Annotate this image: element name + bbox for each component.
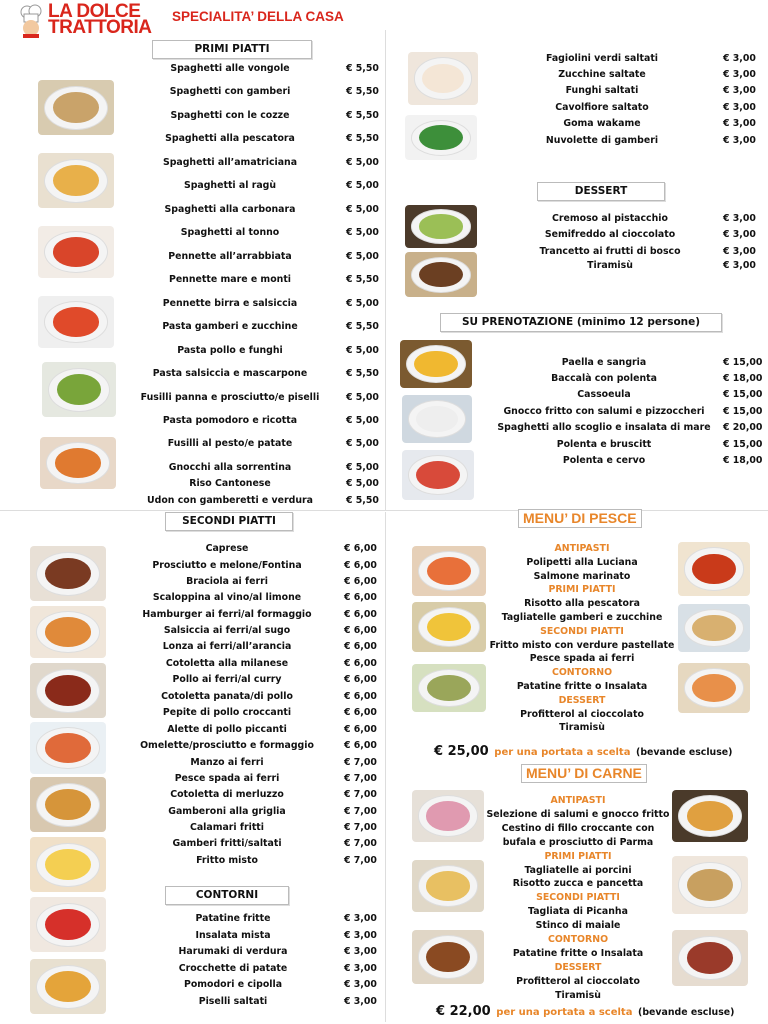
menu-item-price: € 6,00 [344, 609, 377, 620]
menu-item-name: Spaghetti con gamberi [169, 86, 291, 97]
menu-item-name: Lonza ai ferri/all’arancia [162, 641, 292, 652]
menu-item-price: € 3,00 [723, 53, 756, 64]
menu-item-name: Pasta pomodoro e ricotta [162, 415, 298, 426]
menu-course-heading: DESSERT [558, 694, 606, 706]
menu-item-name: Pasta gamberi e zucchine [162, 321, 298, 332]
menu-course-dish: Tagliatelle ai porcini [524, 864, 632, 876]
food-photo [412, 546, 486, 596]
menu-item-name: Pepite di pollo croccanti [162, 707, 292, 718]
menu-item-price: € 3,00 [723, 135, 756, 146]
menu-item-name: Pasta salsiccia e mascarpone [152, 368, 308, 379]
menu-item-name: Spaghetti al ragù [183, 180, 277, 191]
food-shape [427, 613, 471, 641]
food-photo [412, 860, 484, 912]
menu-course-dish: Tiramisù [555, 989, 601, 1001]
menu-course-dish: Selezione di salumi e gnocco fritto [486, 808, 670, 820]
menu-item-price: € 7,00 [344, 855, 377, 866]
food-shape [45, 617, 91, 646]
menu-item-name: Calamari fritti [189, 822, 265, 833]
menu-item-name: Piselli saltati [198, 996, 268, 1007]
menu-item-name: Pasta pollo e funghi [177, 345, 283, 356]
menu-item-name: Manzo ai ferri [190, 757, 264, 768]
menu-pesce-price-line [434, 740, 732, 759]
menu-item-name: Spaghetti alla pescatora [165, 133, 295, 144]
food-photo [402, 450, 474, 500]
section-dessert: DESSERT [537, 182, 665, 201]
menu-item-price: € 15,00 [723, 439, 763, 450]
menu-item-price: € 5,50 [346, 86, 379, 97]
menu-course-heading: SECONDI PIATTI [536, 892, 620, 904]
menu-course-dish: bufala e prosciutto di Parma [502, 836, 654, 848]
column-divider [385, 30, 386, 510]
menu-item-name: Cotoletta panata/di pollo [161, 691, 293, 702]
trattoria-logo [18, 2, 168, 42]
menu-item-name: Spaghetti allo scoglio e insalata di mare [497, 422, 711, 433]
food-photo [30, 722, 106, 774]
menu-item-name: Polenta e bruscitt [556, 439, 652, 450]
food-photo [412, 664, 486, 712]
menu-item-price: € 6,00 [344, 576, 377, 587]
section-secondi-piatti: SECONDI PIATTI [165, 512, 293, 531]
menu-course-dish: Cestino di fillo croccante con [501, 822, 655, 834]
menu-course-dish: Pesce spada ai ferri [529, 653, 635, 665]
menu-course-heading: DESSERT [554, 961, 602, 973]
menu-item-price: € 15,00 [723, 406, 763, 417]
menu-course-dish: Patatine fritte o Insalata [512, 947, 644, 959]
menu-course-heading: SECONDI PIATTI [540, 625, 624, 637]
food-shape [53, 237, 99, 266]
menu-item-price: € 3,00 [723, 246, 756, 257]
food-photo [405, 205, 477, 248]
menu-item-price: € 5,00 [346, 438, 379, 449]
food-shape [419, 125, 462, 150]
menu-item-name: Gamberoni alla griglia [168, 806, 286, 817]
menu-item-name: Gamberi fritti/saltati [172, 838, 282, 849]
menu-item-name: Paella e sangria [561, 357, 647, 368]
menu-item-price: € 5,00 [346, 298, 379, 309]
menu-item-price: € 5,00 [346, 227, 379, 238]
food-photo [412, 790, 484, 842]
menu-item-name: Cotoletta di merluzzo [170, 789, 284, 800]
column-divider-lower [385, 512, 386, 1022]
menu-item-name: Pesce spada ai ferri [174, 773, 280, 784]
menu-item-name: Fusilli panna e prosciutto/e piselli [140, 392, 320, 403]
menu-item-name: Gnocchi alla sorrentina [168, 462, 292, 473]
menu-item-price: € 6,00 [344, 691, 377, 702]
menu-item-name: Pollo ai ferri/al curry [172, 674, 282, 685]
menu-item-price: € 5,00 [346, 157, 379, 168]
menu-course-dish: Polipetti alla Luciana [526, 556, 638, 568]
menu-item-price: € 3,00 [344, 979, 377, 990]
menu-item-price: € 7,00 [344, 838, 377, 849]
section-primi-piatti: PRIMI PIATTI [152, 40, 312, 59]
menu-course-heading: PRIMI PIATTI [544, 850, 612, 862]
menu-item-name: Fagiolini verdi saltati [545, 53, 659, 64]
menu-item-price: € 5,50 [346, 368, 379, 379]
food-photo [42, 362, 116, 417]
food-shape [416, 461, 459, 489]
menu-item-price: € 5,50 [346, 110, 379, 121]
food-shape [53, 307, 99, 336]
menu-item-price: € 6,00 [344, 674, 377, 685]
menu-item-price: € 15,00 [723, 389, 763, 400]
food-photo [30, 546, 106, 601]
menu-course-dish: Salmone marinato [533, 570, 631, 582]
menu-item-price: € 3,00 [344, 913, 377, 924]
food-shape [692, 615, 735, 642]
food-shape [53, 165, 99, 196]
menu-item-price: € 7,00 [344, 757, 377, 768]
food-shape [45, 675, 91, 706]
menu-item-name: Spaghetti con le cozze [170, 110, 290, 121]
food-shape [427, 557, 471, 585]
menu-item-name: Zucchine saltate [558, 69, 646, 80]
food-photo [400, 340, 472, 388]
menu-carne-price: € 22,00 [436, 1004, 491, 1019]
menu-item-price: € 18,00 [723, 455, 763, 466]
food-photo [30, 897, 106, 952]
menu-item-price: € 3,00 [723, 85, 756, 96]
page-title: SPECIALITA’ DELLA CASA [172, 9, 344, 24]
food-shape [45, 909, 91, 940]
horizontal-divider [0, 510, 768, 511]
menu-item-name: Hamburger ai ferri/al formaggio [142, 609, 312, 620]
menu-course-dish: Tiramisù [559, 722, 605, 734]
menu-item-price: € 6,00 [344, 543, 377, 554]
menu-course-dish: Profitterol al cioccolato [520, 708, 644, 720]
food-photo [412, 930, 484, 984]
food-shape [426, 871, 469, 900]
menu-pesce-title: MENU’ DI PESCE [518, 509, 642, 528]
menu-course-dish: Risotto zucca e pancetta [512, 878, 644, 890]
menu-carne-price-line [436, 1000, 734, 1019]
food-shape [45, 789, 91, 820]
menu-item-name: Cremoso al pistacchio [552, 213, 668, 224]
menu-item-price: € 7,00 [344, 806, 377, 817]
menu-item-name: Polenta e cervo [562, 455, 646, 466]
menu-item-name: Baccalà con polenta [551, 373, 657, 384]
food-photo [38, 153, 114, 208]
menu-item-price: € 5,00 [346, 345, 379, 356]
food-photo [40, 437, 116, 489]
menu-item-name: Spaghetti alla carbonara [164, 204, 296, 215]
menu-item-price: € 3,00 [344, 930, 377, 941]
menu-item-price: € 5,00 [346, 478, 379, 489]
food-shape [416, 406, 458, 433]
food-shape [57, 374, 101, 405]
menu-item-price: € 6,00 [344, 740, 377, 751]
food-photo [412, 602, 486, 652]
food-shape [45, 733, 91, 762]
menu-item-price: € 3,00 [723, 69, 756, 80]
food-photo [405, 252, 477, 297]
food-photo [38, 226, 114, 278]
food-shape [692, 554, 735, 584]
menu-item-price: € 3,00 [723, 260, 756, 271]
food-shape [422, 64, 464, 94]
menu-item-price: € 6,00 [344, 658, 377, 669]
food-shape [692, 674, 735, 702]
chef-hat-icon [20, 4, 42, 38]
menu-item-price: € 6,00 [344, 592, 377, 603]
food-photo [678, 663, 750, 713]
food-shape [55, 448, 101, 477]
food-photo [678, 604, 750, 652]
menu-item-name: Pennette birra e salsiccia [162, 298, 298, 309]
food-shape [426, 942, 469, 972]
menu-item-name: Spaghetti al tonno [180, 227, 280, 238]
menu-item-price: € 15,00 [723, 357, 763, 368]
menu-item-name: Pennette mare e monti [168, 274, 292, 285]
menu-course-heading: ANTIPASTI [554, 543, 610, 554]
food-shape [687, 942, 733, 973]
logo-line-1: LA DOLCE [48, 1, 141, 22]
menu-pesce-offer: per una portata a scelta [494, 747, 631, 758]
menu-item-name: Gnocco fritto con salumi e pizzoccheri [503, 406, 705, 417]
menu-item-price: € 6,00 [344, 724, 377, 735]
menu-item-price: € 5,50 [346, 63, 379, 74]
menu-item-name: Nuvolette di gamberi [545, 135, 659, 146]
food-photo [672, 856, 748, 914]
food-photo [30, 959, 106, 1014]
food-photo [672, 790, 748, 842]
menu-item-price: € 5,00 [346, 462, 379, 473]
menu-item-price: € 6,00 [344, 625, 377, 636]
menu-pesce-price: € 25,00 [434, 744, 489, 759]
menu-item-name: Udon con gamberetti e verdura [147, 495, 313, 506]
menu-item-price: € 20,00 [723, 422, 763, 433]
food-shape [687, 869, 733, 901]
food-shape [426, 801, 469, 830]
menu-item-name: Crocchette di patate [178, 963, 288, 974]
food-shape [45, 971, 91, 1002]
menu-item-name: Alette di pollo piccanti [167, 724, 287, 735]
food-photo [30, 837, 106, 892]
menu-item-price: € 5,50 [346, 133, 379, 144]
food-photo [38, 80, 114, 135]
menu-course-dish: Risotto alla pescatora [524, 598, 640, 610]
menu-carne-title: MENU’ DI CARNE [521, 764, 647, 783]
food-photo [402, 395, 472, 443]
food-photo [405, 115, 477, 160]
menu-item-price: € 3,00 [723, 229, 756, 240]
menu-item-price: € 5,50 [346, 321, 379, 332]
menu-item-price: € 7,00 [344, 773, 377, 784]
menu-item-price: € 3,00 [723, 102, 756, 113]
menu-item-name: Scaloppina al vino/al limone [152, 592, 302, 603]
menu-item-name: Fritto misto [196, 855, 258, 866]
menu-item-price: € 6,00 [344, 707, 377, 718]
food-shape [45, 849, 91, 880]
menu-item-name: Harumaki di verdura [178, 946, 288, 957]
menu-item-name: Cotoletta alla milanese [165, 658, 289, 669]
logo-wordmark [48, 1, 152, 38]
menu-item-name: Tiramisù [587, 260, 633, 271]
food-photo [408, 52, 478, 105]
menu-item-price: € 3,00 [723, 213, 756, 224]
menu-carne-offer: per una portata a scelta [496, 1007, 633, 1018]
menu-item-name: Cassoeula [577, 389, 631, 400]
menu-course-dish: Fritto misto con verdure pastellate [489, 639, 675, 651]
menu-course-dish: Tagliata di Picanha [528, 906, 628, 918]
menu-item-price: € 6,00 [344, 641, 377, 652]
menu-item-name: Patatine fritte [195, 913, 271, 924]
menu-item-price: € 5,00 [346, 392, 379, 403]
menu-item-name: Omelette/prosciutto e formaggio [140, 740, 314, 751]
menu-course-heading: PRIMI PIATTI [548, 584, 616, 596]
menu-course-dish: Stinco di maiale [535, 920, 621, 932]
menu-course-heading: ANTIPASTI [550, 795, 606, 806]
menu-item-price: € 3,00 [344, 996, 377, 1007]
food-shape [414, 351, 457, 378]
menu-course-heading: CONTORNO [551, 667, 613, 679]
section-prenotazione: SU PRENOTAZIONE (minimo 12 persone) [440, 313, 722, 332]
menu-item-price: € 3,00 [344, 946, 377, 957]
menu-carne-note: (bevande escluse) [638, 1007, 735, 1018]
menu-item-name: Spaghetti alle vongole [170, 63, 290, 74]
menu-item-price: € 5,00 [346, 180, 379, 191]
section-contorni: CONTORNI [165, 886, 289, 905]
menu-item-price: € 18,00 [723, 373, 763, 384]
menu-course-heading: CONTORNO [547, 934, 609, 945]
menu-item-name: Salsiccia ai ferri/al sugo [163, 625, 291, 636]
menu-item-price: € 7,00 [344, 789, 377, 800]
food-photo [38, 296, 114, 348]
food-shape [419, 262, 462, 287]
menu-item-name: Cavolfiore saltato [555, 102, 649, 113]
menu-item-name: Funghi saltati [565, 85, 639, 96]
food-photo [30, 777, 106, 832]
menu-course-dish: Tagliatelle gamberi e zucchine [501, 612, 663, 623]
menu-item-name: Braciola ai ferri [186, 576, 268, 587]
menu-item-name: Pennette all’arrabbiata [168, 251, 292, 262]
menu-item-name: Semifreddo al cioccolato [544, 229, 676, 240]
menu-item-name: Trancetto ai frutti di bosco [539, 246, 681, 257]
menu-item-price: € 5,00 [346, 415, 379, 426]
food-photo [672, 930, 748, 986]
menu-item-price: € 5,00 [346, 251, 379, 262]
menu-item-name: Riso Cantonese [189, 478, 271, 489]
menu-item-name: Insalata mista [195, 930, 271, 941]
menu-item-name: Goma wakame [563, 118, 641, 129]
menu-item-name: Pomodori e cipolla [183, 979, 283, 990]
menu-item-price: € 3,00 [723, 118, 756, 129]
menu-item-price: € 5,50 [346, 274, 379, 285]
menu-item-price: € 6,00 [344, 560, 377, 571]
menu-course-dish: Profitterol al cioccolato [516, 975, 640, 987]
food-photo [30, 606, 106, 658]
menu-pesce-note: (bevande escluse) [636, 747, 733, 758]
logo-line-2: TRATTORIA [48, 17, 152, 38]
food-shape [53, 92, 99, 123]
menu-item-name: Fusilli al pesto/e patate [167, 438, 293, 449]
menu-course-dish: Patatine fritte o Insalata [516, 681, 648, 692]
food-shape [419, 214, 462, 238]
menu-item-price: € 5,50 [346, 495, 379, 506]
food-photo [30, 663, 106, 718]
food-shape [687, 801, 733, 830]
menu-item-price: € 7,00 [344, 822, 377, 833]
menu-item-name: Prosciutto e melone/Fontina [152, 560, 302, 571]
food-photo [678, 542, 750, 596]
menu-item-price: € 5,00 [346, 204, 379, 215]
menu-item-name: Spaghetti all’amatriciana [162, 157, 298, 168]
food-shape [45, 558, 91, 589]
menu-item-name: Caprese [205, 543, 249, 554]
menu-item-price: € 3,00 [344, 963, 377, 974]
